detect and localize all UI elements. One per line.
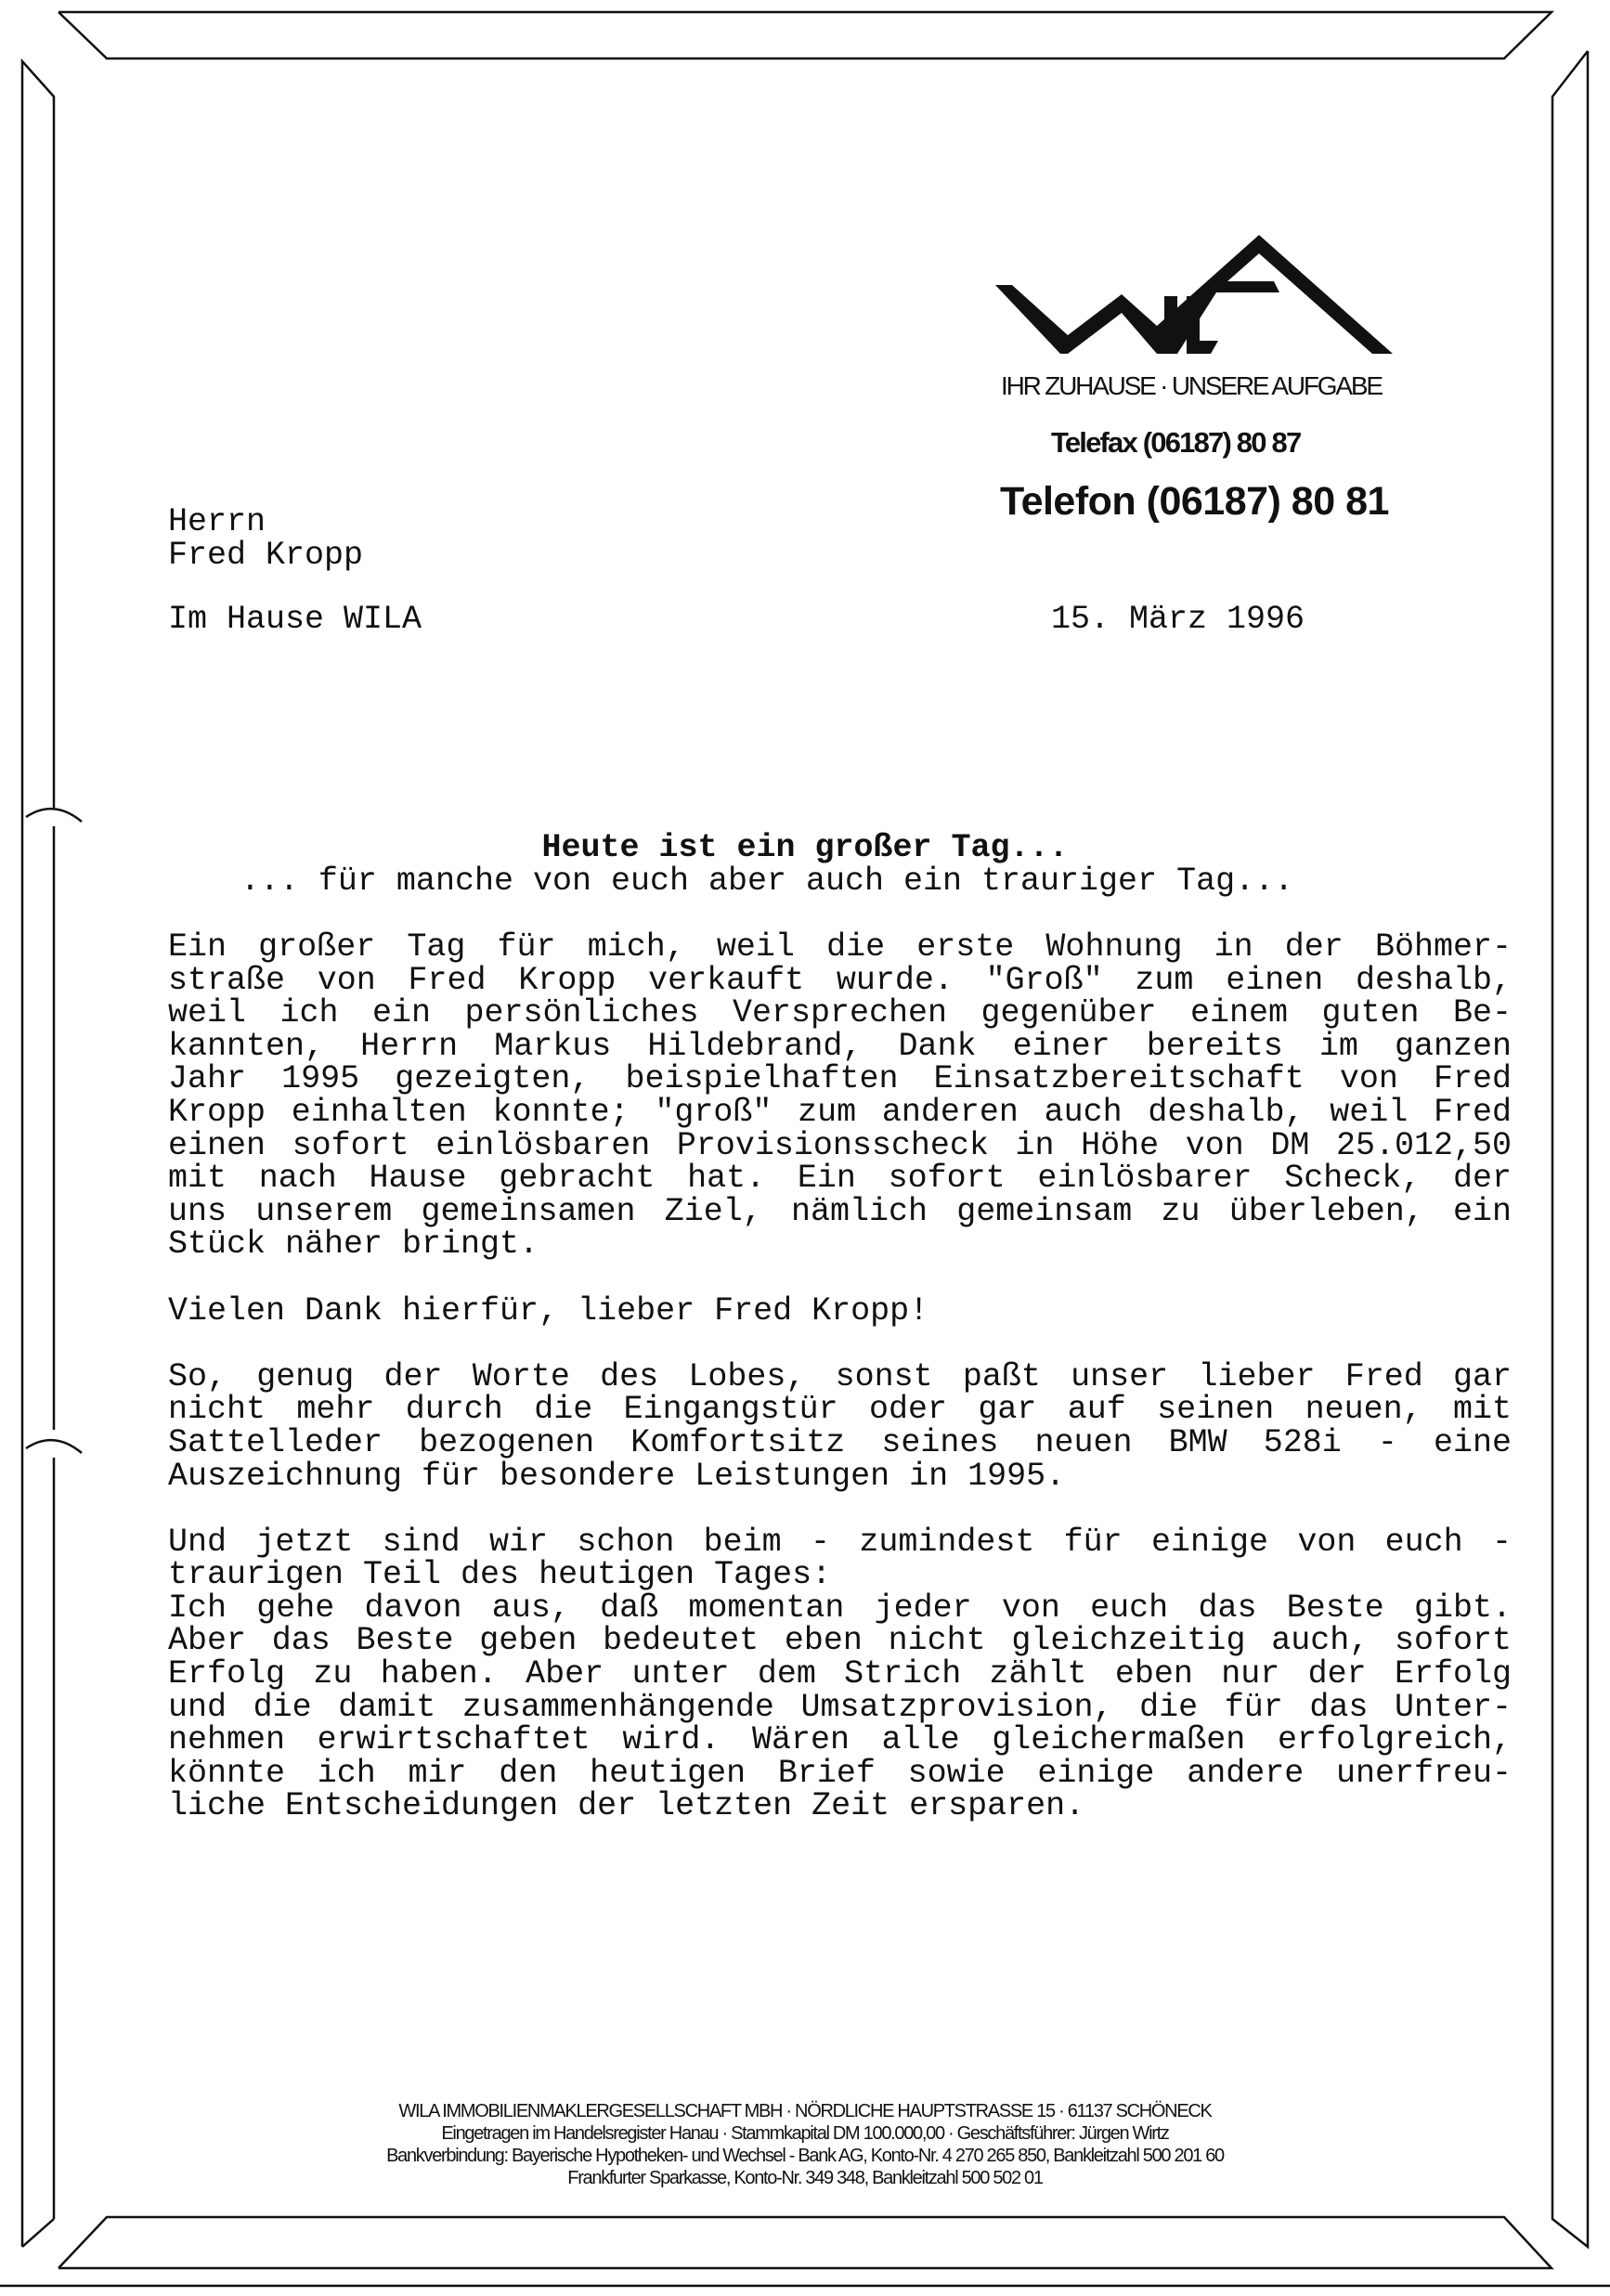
paragraph xyxy=(168,928,1512,1264)
text-line: Jahr 1995 gezeigten, beispielhaften Einsatzbereitschaft von Fred xyxy=(168,1060,1512,1098)
wila-logo xyxy=(995,216,1395,356)
text-line: nehmen erwirtschaftet wird. Wären alle gleichermaßen erfolgreich, xyxy=(168,1721,1512,1759)
text-line: Sattelleder bezogenen Komfortsitz seines neuen BMW 528i - eine xyxy=(168,1423,1512,1461)
recipient-location: Im Hause WILA xyxy=(168,601,422,638)
heading-line-2: ... für manche von euch aber auch ein trauriger Tag... xyxy=(240,863,1294,900)
text-line: Ein großer Tag für mich, weil die erste Wohnung in der Böhmer- xyxy=(168,928,1512,966)
text-line: Vielen Dank hierfür, lieber Fred Kropp! xyxy=(168,1291,929,1330)
text-line: einen sofort einlösbaren Provisionsscheck in Höhe von DM 25.012,50 xyxy=(168,1126,1512,1164)
telefon-number: Telefon (06187) 80 81 xyxy=(1000,479,1389,524)
text-line: nicht mehr durch die Eingangstür oder gar auf seinen neuen, mit xyxy=(168,1391,1512,1429)
telefax-number: Telefax (06187) 80 87 xyxy=(1051,426,1301,459)
text-line: Erfolg zu haben. Aber unter dem Strich zählt eben nur der Erfolg xyxy=(168,1655,1512,1693)
text-line: straße von Fred Kropp verkauft wurde. "Groß" zum einen deshalb, xyxy=(168,961,1512,999)
text-line: und die damit zusammenhängende Umsatzprovision, die für das Unter- xyxy=(168,1688,1512,1726)
text-line: uns unserem gemeinsamen Ziel, nämlich gemeinsam zu überleben, ein xyxy=(168,1192,1512,1230)
text-line: könnte ich mir den heutigen Brief sowie einige andere unerfreu- xyxy=(168,1754,1512,1792)
heading-line-1: Heute ist ein großer Tag... xyxy=(541,829,1069,866)
logo-tagline: IHR ZUHAUSE · UNSERE AUFGABE xyxy=(1001,371,1382,400)
text-line: Ich gehe davon aus, daß momentan jeder von euch das Beste gibt. xyxy=(168,1589,1512,1627)
text-line: So, genug der Worte des Lobes, sonst paßt unser lieber Fred gar xyxy=(168,1357,1512,1395)
company-footer xyxy=(0,2100,1610,2189)
footer-bank-1: Bankverbindung: Bayerische Hypotheken- und Wechsel - Bank AG, Konto-Nr. 4 270 265 850, Bankleitzahl 500 201 60 xyxy=(386,2146,1224,2166)
text-line: Stück näher bringt. xyxy=(168,1226,539,1264)
recipient-salutation: Herrn xyxy=(168,503,266,540)
paragraph xyxy=(168,1357,1512,1495)
text-line: Und jetzt sind wir schon beim - zumindest für einige von euch - xyxy=(168,1523,1512,1561)
text-line: Auszeichnung für besondere Leistungen in 1995. xyxy=(168,1457,1066,1495)
text-line: mit nach Hause gebracht hat. Ein sofort einlösbarer Scheck, der xyxy=(168,1160,1512,1198)
text-line: weil ich ein persönliches Versprechen gegenüber einem guten Be- xyxy=(168,994,1512,1032)
text-line: liche Entscheidungen der letzten Zeit ersparen. xyxy=(168,1787,1085,1825)
text-line: Kropp einhalten konnte; "groß" zum anderen auch deshalb, weil Fred xyxy=(168,1093,1512,1131)
text-line: Aber das Beste geben bedeutet eben nicht gleichzeitig auch, sofort xyxy=(168,1622,1512,1660)
footer-registry: Eingetragen im Handelsregister Hanau · Stammkapital DM 100.000,00 · Geschäftsführer: Jürgen Wirtz xyxy=(441,2123,1169,2144)
letter-date: 15. März 1996 xyxy=(1051,601,1305,638)
paragraph xyxy=(168,1523,1512,1825)
text-line: traurigen Teil des heutigen Tages: xyxy=(168,1556,832,1594)
paragraph xyxy=(168,1291,1512,1330)
footer-company-address: WILA IMMOBILIENMAKLERGESELLSCHAFT MBH · NÖRDLICHE HAUPTSTRASSE 15 · 61137 SCHÖNECK xyxy=(398,2101,1212,2121)
letter-body xyxy=(168,928,1512,1857)
text-line: kannten, Herrn Markus Hildebrand, Dank einer bereits im ganzen xyxy=(168,1027,1512,1065)
footer-bank-2: Frankfurter Sparkasse, Konto-Nr. 349 348, Bankleitzahl 500 502 01 xyxy=(567,2168,1043,2188)
recipient-name: Fred Kropp xyxy=(168,537,364,574)
